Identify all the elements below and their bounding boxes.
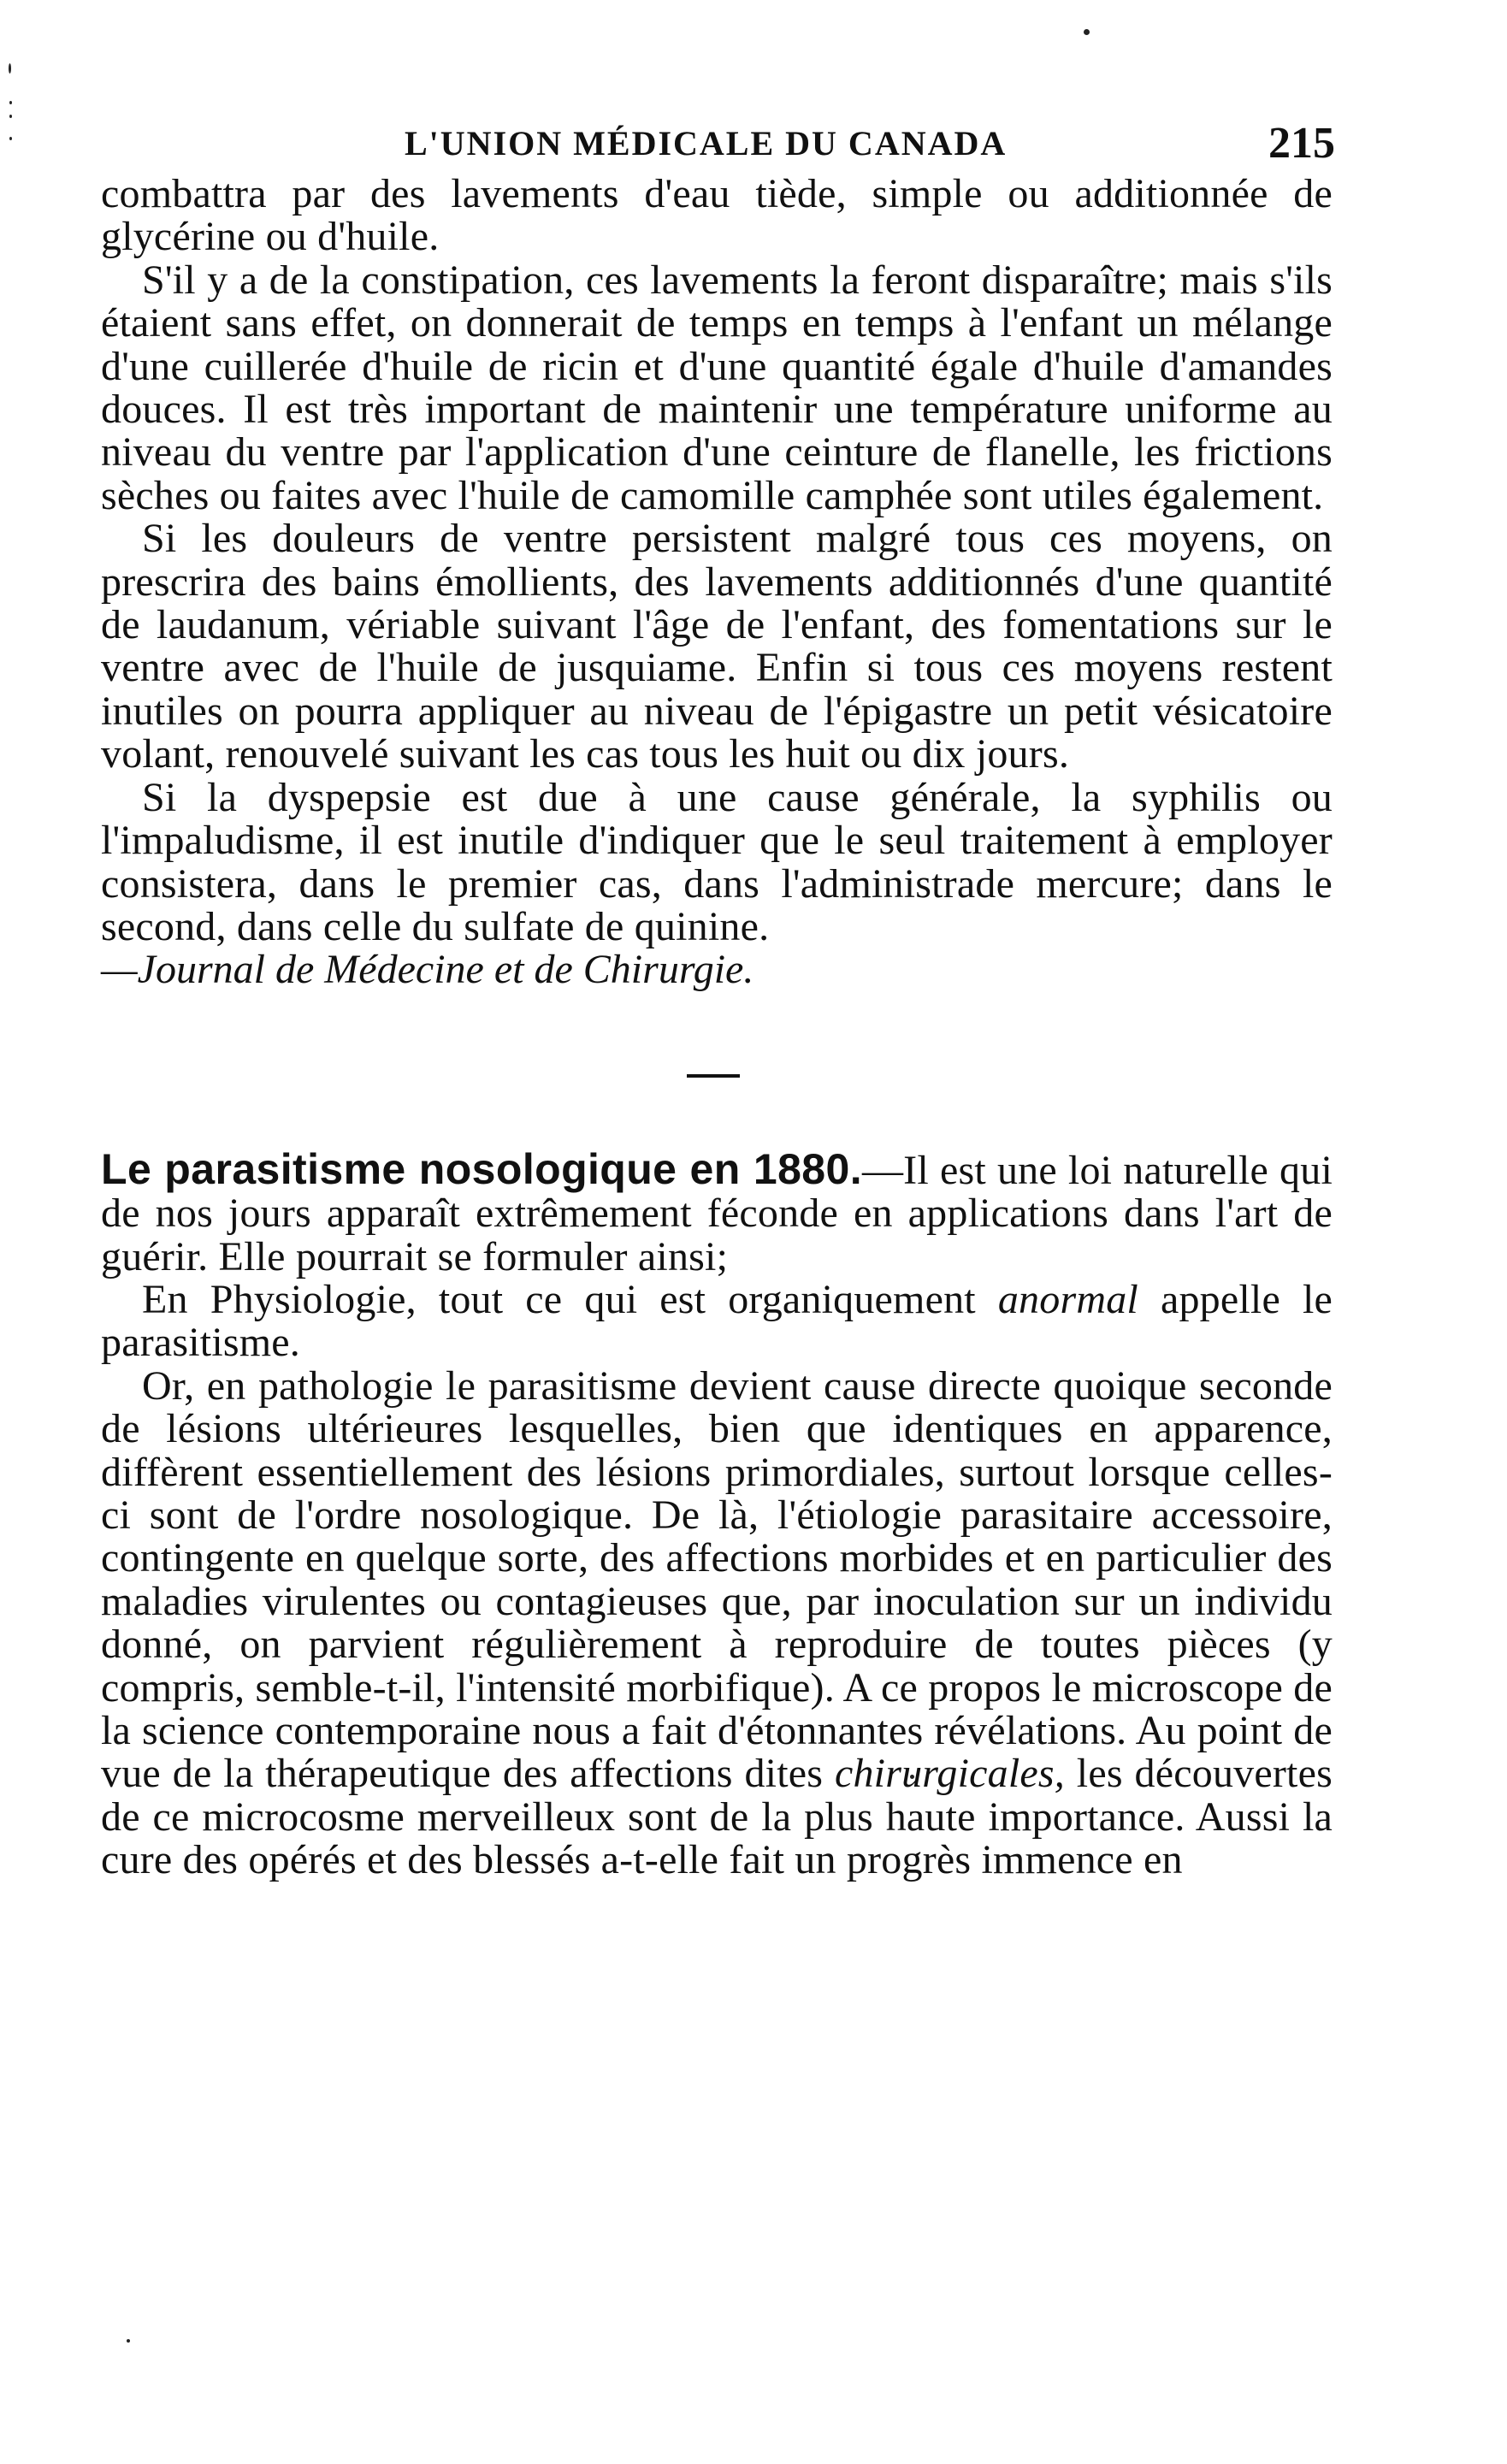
margin-speck: [9, 115, 12, 118]
paragraph-text: les découvertes de ce microcosme merveilleux sont de la plus haute importance. Aussi la cure des opérés et des blessés a-t-elle fait un progrès immence en: [101, 1751, 1333, 1883]
paragraph-text: En Physiologie, tout ce qui est organiquement: [142, 1276, 976, 1322]
article-parasitisme: [101, 1144, 1333, 1883]
paragraph-text: appelle le parasitisme.: [101, 1276, 1333, 1366]
section-separator: [687, 1074, 740, 1078]
emphasis-text: anormal: [997, 1276, 1138, 1322]
paragraph: [101, 1362, 1333, 1883]
page-number: 215: [1268, 119, 1335, 168]
margin-speck: [9, 63, 11, 74]
paragraph: Si les douleurs de ventre persistent malgré tous ces moyens, on prescrira des bains émollients, des lavements additionnés d'une quantité de laudanum, vériable suivant l'âge de l'enfant, des fomentations sur le ventre avec de l'huile de jusquiame. Enfin si tous ces moyens restent inutiles on pourra appliquer au niveau de l'épigastre un petit vésicatoire volant, renouvelé suivant les cas tous les huit ou dix jours.: [101, 516, 1333, 777]
running-title: L'UNION MÉDICALE DU CANADA: [405, 124, 1008, 162]
journal-attribution: —Journal de Médecine et de Chirurgie.: [101, 947, 754, 993]
page-content: [101, 111, 1333, 1882]
paragraph: S'il y a de la constipation, ces lavements la feront disparaître; mais s'ils étaient sans effet, on donnerait de temps en temps à l'enfant un mélange d'une cuillerée d'huile de ricin et d'une quantité égale d'huile d'amandes douces. Il est très important de maintenir une température uniforme au niveau du ventre par l'application d'une ceinture de flanelle, les frictions sèches ou faites avec l'huile de camomille camphée sont utiles également.: [101, 257, 1333, 518]
paragraph: [101, 1144, 1333, 1279]
article-title: Le parasitisme nosologique en 1880.: [101, 1144, 862, 1193]
margin-speck: [9, 101, 12, 104]
margin-speck: [9, 137, 12, 140]
emphasis-text: chirurgicales,: [834, 1751, 1065, 1797]
paragraph: [101, 1276, 1333, 1366]
margin-speck: [1084, 29, 1090, 35]
article-dyspepsie: [101, 173, 1333, 992]
running-head: [101, 111, 1333, 168]
paragraph-text: Or, en pathologie le parasitisme devient cause directe quoique seconde de lésions ultérieures lesquelles, bien que identiques en apparence, diffèrent essentiellement des lésions primordiales, surtout lorsque celles-ci sont de l'ordre nosologique. De là, l'étiologie parasitaire accessoire, contingente en quelque sorte, des affections morbides et en particulier des maladies virulentes ou contagieuses que, par inoculation sur un individu donné, on parvient régulièrement à reproduire de toutes pièces (y compris, semble-t-il, l'intensité morbifique). A ce propos le microscope de la science contemporaine nous a fait d'étonnantes révélations. Au point de vue de la thérapeutique des affections dites: [101, 1362, 1333, 1797]
margin-speck: [127, 2339, 130, 2343]
paragraph-text: —Il est une loi naturelle qui de nos jours apparaît extrêmement féconde en applications dans l'art de guérir. Elle pourrait se formuler ainsi;: [101, 1147, 1333, 1279]
paragraph: Si la dyspepsie est due à une cause générale, la syphilis ou l'impaludisme, il est inutile d'indiquer que le seul traitement à employer consistera, dans le premier cas, dans l'administrade mercure; dans le second, dans celle du sulfate de quinine.: [101, 774, 1333, 949]
paragraph: combattra par des lavements d'eau tiède, simple ou additionnée de glycérine ou d'huile.: [101, 171, 1333, 260]
